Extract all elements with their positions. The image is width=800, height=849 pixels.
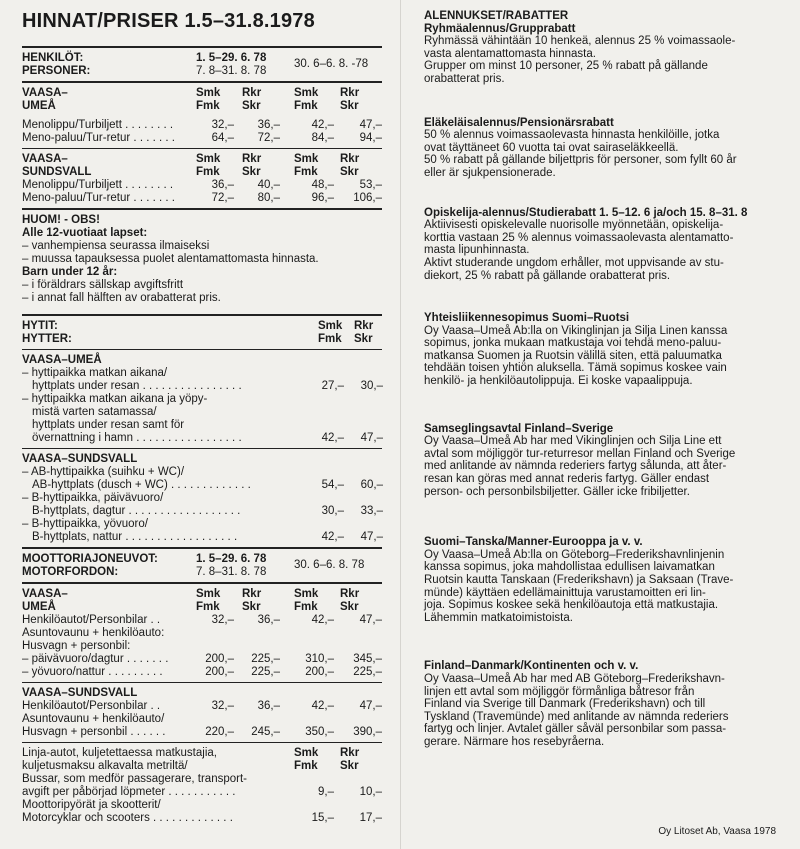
- discounts-column: [424, 10, 780, 749]
- route-label: UMEÅ: [22, 100, 56, 112]
- cabin-price-row: AB-hyttplats (dusch + WC) . . . . . . . . . . . . . 54,– 60,–: [32, 479, 383, 491]
- price-row: Meno-paluu/Tur-retur . . . . . . . 72,– 80,– 96,– 106,–: [22, 192, 382, 204]
- cabins-label-sv: HYTTER:: [22, 333, 72, 345]
- cabin-price-row: B-hyttplats, nattur . . . . . . . . . . . . . . . . . . 42,– 47,–: [32, 531, 383, 543]
- divider: [22, 448, 382, 449]
- price-row: Menolippu/Turbiljett . . . . . . . . 36,– 40,– 48,– 53,–: [22, 179, 382, 191]
- route-label: VAASA–: [22, 153, 68, 165]
- divider: [22, 208, 382, 210]
- price-row: Henkilöautot/Personbilar . . 32,– 36,– 42,– 47,–: [22, 700, 382, 712]
- vehicle-route-heading: VAASA–SUNDSVALL: [22, 687, 138, 699]
- cabin-price-row: B-hyttplats, dagtur . . . . . . . . . . . . . . . . . . 30,– 33,–: [32, 505, 383, 517]
- divider: [22, 682, 382, 683]
- discount-section: Ryhmäalennus/Grupprabatt Ryhmässä vähintään 10 henkeä, alennus 25 % voimassaole- vasta alentamattomasta hinnasta. Grupper om minst 10 personer, 25 % rabatt på gällande orabatterat pris.: [424, 22, 736, 85]
- notice-heading: HUOM! - OBS!: [22, 214, 100, 226]
- notice-line: – i föräldrars sällskap avgiftsfritt: [22, 279, 184, 291]
- discount-section: Yhteisliikennesopimus Suomi–Ruotsi Oy Vaasa–Umeå Ab:lla on Vikinglinjan ja Silja Linen kanssa sopimus, jonka mukaan matkustaja voi tehdä meno-paluu- matkansa Suomen ja Ruotsin välillä siten, että paluumatka tehdään toisen yhtiön aluksella. Tämä sopimus koskee vain henkilö- ja henkilöautolippuja. Ei koske vapaalippuja.: [424, 312, 728, 388]
- price-row: Meno-paluu/Tur-retur . . . . . . . 64,– 72,– 84,– 94,–: [22, 132, 382, 144]
- period-a-start: 1. 5–29. 6. 78: [196, 52, 267, 64]
- discounts-heading: ALENNUKSET/RABATTER: [424, 10, 569, 22]
- notice-line: – vanhempiensa seurassa ilmaiseksi: [22, 240, 210, 252]
- divider: [22, 148, 382, 149]
- divider: [22, 349, 382, 350]
- divider: [22, 582, 382, 584]
- discount-section: Samseglingsavtal Finland–Sverige Oy Vaasa–Umeå Ab har med Vikinglinjen och Silja Line ett avtal som möjliggör tur-returresor mellan Finland och Sverige med anlitande av nämnda rederiers fartyg sålunda, att åter- resan kan göras med annat rederis fartyg. Gäller endast person- och personbilsbiljetter. Gäller icke fribiljetter.: [424, 422, 736, 498]
- page-title: HINNAT/PRISER 1.5–31.8.1978: [22, 10, 315, 32]
- price-row: Henkilöautot/Personbilar . . 32,– 36,– 42,– 47,–: [22, 614, 382, 626]
- discount-section: Opiskelija-alennus/Studierabatt 1. 5–12. 6 ja/och 15. 8–31. 8 Aktiivisesti opiskelevalle nuorisolle myönnetään, opiskelija- korttia vastaan 25 % alennus voimassaolevasta alentamatto- masta lipunhinnasta. Aktivt studerande ungdom erhåller, mot uppvisande av stu- diekort, 25 % rabatt på gällande orabatterat pris.: [424, 206, 748, 282]
- price-row: Husvagn + personbil . . . . . . 220,– 245,– 350,– 390,–: [22, 726, 382, 738]
- divider: [22, 742, 382, 743]
- persons-label-fi: HENKILÖT:: [22, 52, 84, 64]
- price-row: avgift per påbörjad löpmeter . . . . . . . . . . . 9,– 10,–: [22, 786, 382, 798]
- price-row: – päivävuoro/dagtur . . . . . . . 200,– 225,– 310,– 345,–: [22, 653, 382, 665]
- discount-section: Finland–Danmark/Kontinenten och v. v. Oy Vaasa–Umeå Ab har med AB Göteborg–Frederikshavn- linjen ett avtal som möjliggör förmånliga båtresor från Finland via Sverige till Danmark (Frederikshavn) och till Tyskland (Travemünde) med anlitande av nämnda rederiers fartyg och linjer. Avtalet gäller såväl personbilar som passa- gerare. Närmare hos resebyråerna.: [424, 660, 729, 748]
- cabin-price-row: övernattning i hamn . . . . . . . . . . . . . . . . . 42,– 47,–: [32, 432, 383, 444]
- period-a-end: 7. 8–31. 8. 78: [196, 65, 267, 77]
- notice-fi-heading: Alle 12-vuotiaat lapset:: [22, 227, 148, 239]
- price-row: Menolippu/Turbiljett . . . . . . . . 32,– 36,– 42,– 47,–: [22, 119, 382, 131]
- notice-sv-heading: Barn under 12 år:: [22, 266, 118, 278]
- route-label: VAASA–: [22, 87, 68, 99]
- price-column: HINNAT/PRISER 1.5–31.8.1978 HENKILÖT: 1. 5–29. 6. 78 30. 6–6. 8. -78 PERSONER: 7. 8–31. 8. 78 VAASA– Smk Rkr Smk Rkr UMEÅ Fmk Skr Fmk Skr Menolippu/Turbiljett . . . . . . . . 32,– 36,– 42,– 47,– Meno-paluu/Tur-retur . . . . . . . 64,– 72,– 84,– 94,– VAASA– Smk Rkr Smk Rkr SUNDSVALL Fmk Skr Fmk Skr Menolippu/Turbiljett . . . . . . . . 36,– 40,– 48,– 53,– Meno-paluu/Tur-retur . . . . . . . 72,– 80,– 96,– 106,– HUOM! - OBS! Alle 12-vuotiaat lapset: – vanhempiensa seurassa ilmaiseksi – muussa tapauksessa puolet alentamattomasta hinnasta. Barn under 12 år: – i föräldrars sällskap avgiftsfritt – i annat fall hälften av orabatterat pris. HYTIT: Smk Rkr HYTTER: Fmk Skr VAASA–UMEÅ – hyttipaikka matkan aikana/ hyttplats under resan . . . . . . . . . . . . . . . . 27,– 30,– – hyttipaikka matkan aikana ja yöpy- mistä varten satamassa/ hyttplats under resan samt för övernattning i hamn . . . . . . . . . . . . . . . . . 42,– 47,– VAASA–SUNDSVALL – AB-hyttipaikka (suihku + WC)/ AB-hyttplats (dusch + WC) . . . . . . . . . . . . . 54,– 60,– – B-hyttipaikka, päivävuoro/ B-hyttplats, dagtur . . . . . . . . . . . . . . . . . . 30,– 33,– – B-hyttipaikka, yövuoro/ B-hyttplats, nattur . . . . . . . . . . . . . . . . . . 42,– 47,– MOOTTORIAJONEUVOT: 1. 5–29. 6. 78 30. 6–6. 8. 78 MOTORFORDON: 7. 8–31. 8. 78 VAASA– Smk Rkr Smk Rkr UMEÅ Fmk Skr Fmk Skr Henkilöautot/Personbilar . . 32,– 36,– 42,– 47,– Asuntovaunu + henkilöauto: Husvagn + personbil: – päivävuoro/dagtur . . . . . . . 200,– 225,– 310,– 345,– – yövuoro/nattur . . . . . . . . . 200,– 225,– 200,– 225,– VAASA–SUNDSVALL Henkilöautot/Personbilar . . 32,– 36,– 42,– 47,– Asuntovaunu + henkilöauto/ Husvagn + personbil . . . . . . 220,– 245,– 350,– 390,– Linja-autot, kuljetettaessa matkustajia, Smk Rkr kuljetusmaksu alkavalta metriltä/ Fmk Skr Bussar, som medför passagerare, transport- avgift per påbörjad löpmeter . . . . . . . . . . . 9,– 10,– Moottoripyörät ja skootterit/ Motorcyklar och scooters . . . . . . . . . . . . . 15,– 17,–: [22, 10, 383, 824]
- discount-section: Eläkeläisalennus/Pensionärsrabatt 50 % alennus voimassaolevasta hinnasta henkilöille, jotka ovat täyttäneet 60 vuotta tai ovat sairaseläkkeellä. 50 % rabatt på gällande biljettpris för personer, som fyllt 60 år eller är sjukpensionerade.: [424, 116, 737, 179]
- vehicles-label-sv: MOTORFORDON:: [22, 566, 119, 578]
- divider: [22, 46, 382, 48]
- divider: [22, 81, 382, 83]
- cabin-route-heading: VAASA–SUNDSVALL: [22, 453, 138, 465]
- divider: [22, 547, 382, 549]
- route-label: SUNDSVALL: [22, 166, 92, 178]
- price-row: Motorcyklar och scooters . . . . . . . . . . . . . 15,– 17,–: [22, 812, 382, 824]
- notice-line: – muussa tapauksessa puolet alentamattomasta hinnasta.: [22, 253, 319, 265]
- route-label: UMEÅ: [22, 601, 56, 613]
- notice-line: – i annat fall hälften av orabatterat pris.: [22, 292, 221, 304]
- vehicles-label-fi: MOOTTORIAJONEUVOT:: [22, 553, 158, 565]
- cabin-route-heading: VAASA–UMEÅ: [22, 354, 102, 366]
- discount-section: Suomi–Tanska/Manner-Eurooppa ja v. v. Oy Vaasa–Umeå Ab:lla on Göteborg–Frederikshavnlinjenin kanssa sopimus, joka mahdollistaa edullisen laivamatkan Ruotsin kautta Tanskaan (Frederikshavn) ja Saksaan (Trave- münde) käyttäen edellämainittuja varustamoitten eri lin- joja. Sopimus koskee sekä henkilöautoja että matkustajia. Lähemmin matkatoimistoista.: [424, 536, 734, 624]
- route-label: VAASA–: [22, 588, 68, 600]
- divider: [22, 314, 382, 316]
- page-fold: [400, 0, 401, 849]
- persons-label-sv: PERSONER:: [22, 65, 91, 77]
- period-b: 30. 6–6. 8. -78: [294, 58, 369, 70]
- price-row: – yövuoro/nattur . . . . . . . . . 200,– 225,– 200,– 225,–: [22, 666, 382, 678]
- printer-credit: Oy Litoset Ab, Vaasa 1978: [658, 826, 776, 837]
- cabin-price-row: hyttplats under resan . . . . . . . . . . . . . . . . 27,– 30,–: [32, 380, 383, 392]
- cabins-label-fi: HYTIT:: [22, 320, 58, 332]
